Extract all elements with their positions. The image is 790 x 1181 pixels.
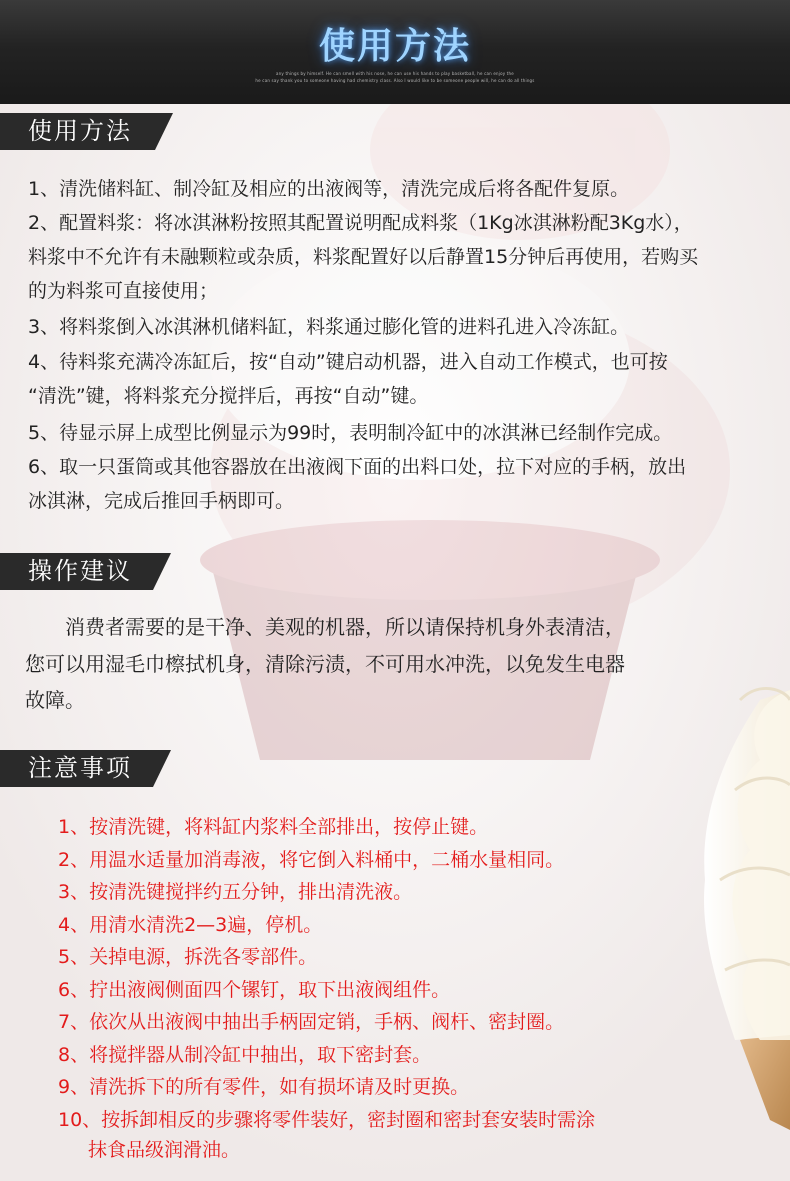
notes-line: 7、依次从出液阀中抽出手柄固定销，手柄、阀杆、密封圈。 xyxy=(58,1011,565,1033)
notes-line: 1、按清洗键，将料缸内浆料全部排出，按停止键。 xyxy=(58,816,489,838)
banner-subtitle-line-2: he can say thank you to someone having had chemistry class. Also I would like to be someone people will, he can do all things xyxy=(255,78,535,83)
usage-line: 6、取一只蛋筒或其他容器放在出液阀下面的出料口处，拉下对应的手柄，放出 xyxy=(28,456,687,478)
advice-line: 故障。 xyxy=(25,688,85,712)
advice-line: 您可以用湿毛巾檫拭机身，清除污渍，不可用水冲洗，以免发生电器 xyxy=(25,652,625,676)
notes-line: 2、用温水适量加消毒液，将它倒入料桶中，二桶水量相同。 xyxy=(58,849,565,871)
usage-line: 冰淇淋，完成后推回手柄即可。 xyxy=(28,490,295,512)
notes-line: 8、将搅拌器从制冷缸中抽出，取下密封套。 xyxy=(58,1044,432,1066)
banner-title: 使用方法 xyxy=(318,26,471,67)
notes-line: 3、按清洗键搅拌约五分钟，排出清洗液。 xyxy=(58,881,413,903)
usage-line: 1、清洗储料缸、制冷缸及相应的出液阀等，清洗完成后将各配件复原。 xyxy=(28,178,630,200)
notes-line: 抹食品级润滑油。 xyxy=(88,1139,241,1161)
notes-heading: 注意事项 xyxy=(0,750,153,787)
notes-line: 4、用清水清洗2—3遍，停机。 xyxy=(58,914,323,936)
usage-line: 4、待料浆充满冷冻缸后，按“自动”键启动机器，进入自动工作模式，也可按 xyxy=(28,351,668,373)
usage-line: 的为料浆可直接使用； xyxy=(28,280,219,302)
usage-line: 2、配置料浆：将冰淇淋粉按照其配置说明配成料浆（1Kg冰淇淋粉配3Kg水）， xyxy=(28,212,693,234)
usage-line: 料浆中不允许有未融颗粒或杂质，料浆配置好以后静置15分钟后再使用，若购买 xyxy=(28,246,699,268)
advice-heading: 操作建议 xyxy=(0,553,153,590)
notes-line: 9、清洗拆下的所有零件，如有损坏请及时更换。 xyxy=(58,1076,470,1098)
header-banner xyxy=(0,0,790,104)
usage-heading: 使用方法 xyxy=(0,113,155,150)
usage-line: “清洗”键，将料浆充分搅拌后，再按“自动”键。 xyxy=(28,385,429,407)
notes-line: 10、按拆卸相反的步骤将零件装好，密封圈和密封套安装时需涂 xyxy=(58,1109,596,1131)
usage-line: 5、待显示屏上成型比例显示为99时，表明制冷缸中的冰淇淋已经制作完成。 xyxy=(28,422,673,444)
usage-line: 3、将料浆倒入冰淇淋机储料缸，料浆通过膨化管的进料孔进入冷冻缸。 xyxy=(28,316,630,338)
notes-line: 6、拧出液阀侧面四个镙钉，取下出液阀组件。 xyxy=(58,979,451,1001)
advice-line: 消费者需要的是干净、美观的机器，所以请保持机身外表清洁， xyxy=(65,615,625,639)
banner-subtitle-line-1: any things by himself. He can smell with his nose, he can use his hands to play basketball, he can enjoy the xyxy=(276,71,514,76)
notes-line: 5、关掉电源，拆洗各零部件。 xyxy=(58,946,318,968)
